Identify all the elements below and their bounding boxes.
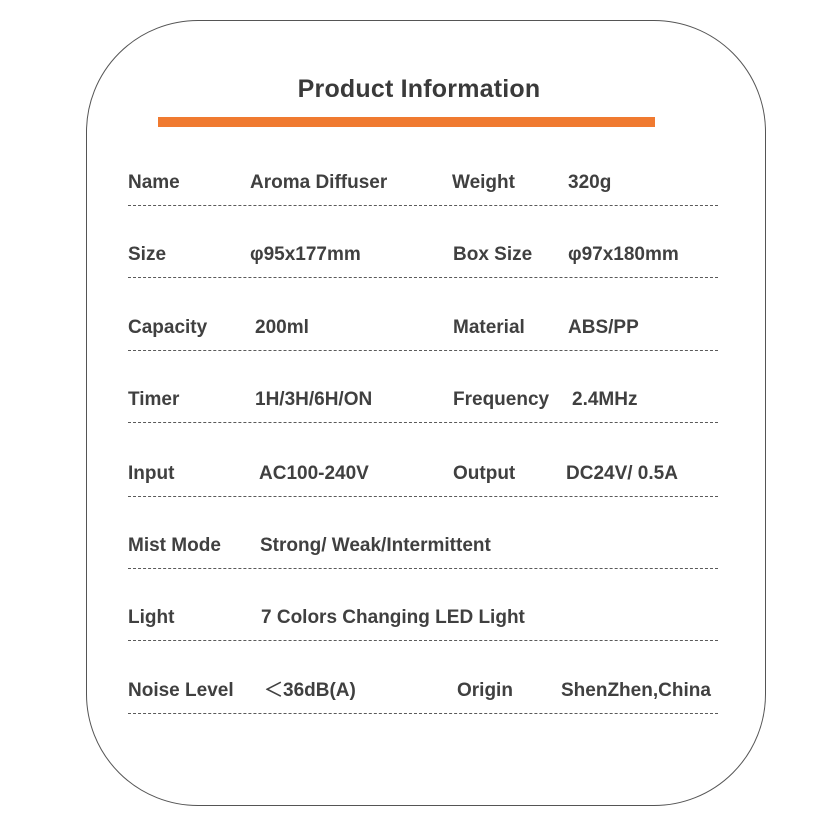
dashed-divider [128, 568, 718, 569]
spec-label: Timer [128, 389, 180, 410]
spec-row-light [128, 606, 718, 646]
spec-label: Weight [452, 172, 515, 193]
spec-label: Light [128, 607, 175, 628]
spec-label: Noise Level [128, 680, 234, 701]
spec-label: Material [453, 317, 525, 338]
spec-row-name [128, 171, 718, 211]
spec-label: Output [453, 463, 516, 484]
dashed-divider [128, 350, 718, 351]
spec-label: Size [128, 244, 167, 265]
spec-row-capacity [128, 316, 718, 356]
page-title: Product Information [297, 75, 541, 103]
spec-row-input [128, 462, 718, 502]
dashed-divider [128, 496, 718, 497]
spec-row-mist-mode [128, 534, 718, 574]
dashed-divider [128, 277, 718, 278]
dashed-divider [128, 205, 718, 206]
spec-value: ＜36dB(A) [264, 680, 356, 701]
spec-value: AC100-240V [259, 463, 369, 484]
spec-value: ABS/PP [568, 317, 639, 338]
dashed-divider [128, 422, 718, 423]
spec-value: 7 Colors Changing LED Light [261, 607, 525, 628]
spec-label: Origin [457, 680, 513, 701]
title-underline [158, 117, 655, 127]
spec-value: 1H/3H/6H/ON [255, 389, 373, 410]
dashed-divider [128, 713, 718, 714]
spec-row-noise-level [128, 679, 718, 719]
spec-value: DC24V/ 0.5A [566, 463, 678, 484]
spec-value: φ95x177mm [250, 244, 361, 265]
spec-label: Mist Mode [128, 535, 221, 556]
spec-value: 320g [568, 172, 612, 193]
spec-row-size [128, 243, 718, 283]
spec-value: φ97x180mm [568, 244, 679, 265]
spec-label: Input [128, 463, 175, 484]
spec-label: Capacity [128, 317, 208, 338]
spec-value: ShenZhen,China [561, 680, 711, 701]
spec-label: Frequency [453, 389, 550, 410]
spec-row-timer [128, 388, 718, 428]
dashed-divider [128, 640, 718, 641]
spec-value: 200ml [255, 317, 309, 338]
spec-label: Box Size [453, 244, 533, 265]
spec-label: Name [128, 172, 180, 193]
spec-value: 2.4MHz [572, 389, 638, 410]
spec-value: Strong/ Weak/Intermittent [260, 535, 491, 556]
spec-value: Aroma Diffuser [250, 172, 388, 193]
